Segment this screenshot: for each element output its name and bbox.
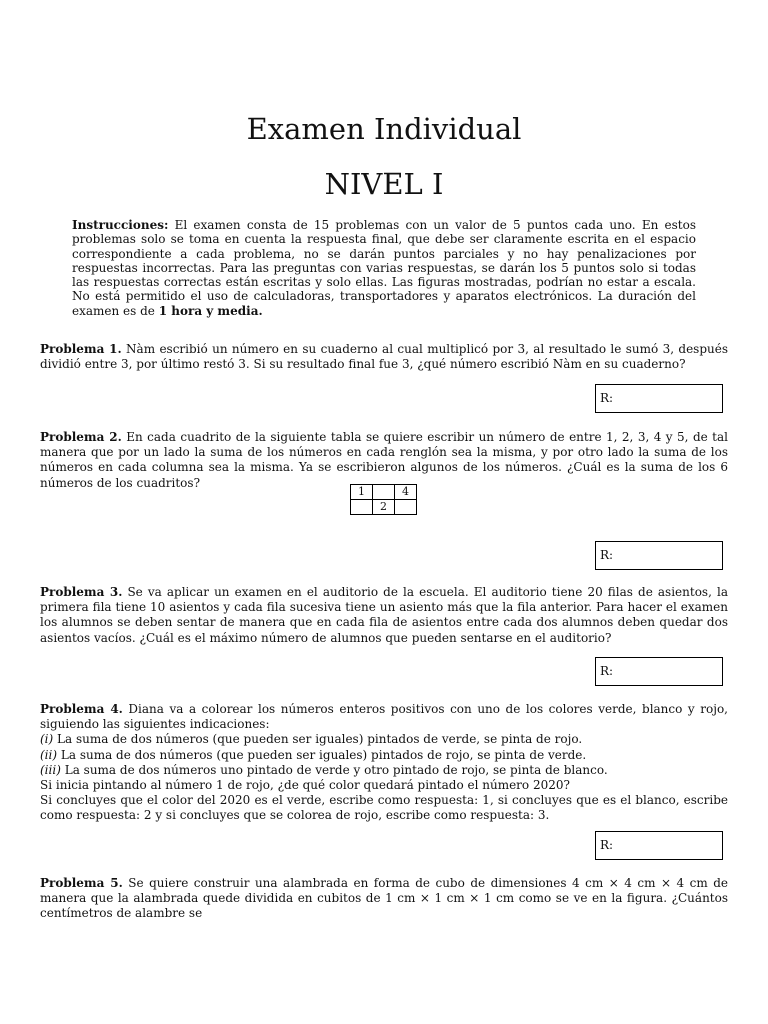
problem-text: Se quiere construir una alambrada en forma de cubo de dimensiones 4 cm × 4 cm × 4 cm de manera que la alambrada quede dividida en cubitos de 1 cm × 1 cm × 1 cm como se ve en la figura. ¿Cuántos centímetros de alambre se [40,876,728,921]
problem-text: Se va aplicar un examen en el auditorio de la escuela. El auditorio tiene 20 filas de asientos, la primera fila tiene 10 asientos y cada fila sucesiva tiene un asiento más que la fila anterior. Para hacer el examen los alumnos se deben sentar de manera que en cada fila de asientos entre cada dos alumnos deben quedar dos asientos vacíos. ¿Cuál es el máximo número de alumnos que pueden sentarse en el auditorio? [40,585,728,645]
grid-row [351,500,417,515]
problem-label: Problema 4. [40,702,123,716]
problem-label: Problema 2. [40,430,122,444]
grid-cell [351,500,373,515]
answer-label: R: [600,548,614,562]
answer-box-4[interactable] [595,831,723,860]
answer-label: R: [600,838,614,852]
rule-item: (i) La suma de dos números (que pueden ser iguales) pintados de verde, se pinta de rojo. [40,732,583,747]
problem-label: Problema 3. [40,585,123,599]
answer-label: R: [600,664,614,678]
grid-cell: 4 [395,485,417,500]
answer-box-2[interactable] [595,541,723,570]
rule-item: (iii) La suma de dos números uno pintado de verde y otro pintado de rojo, se pinta de blanco. [40,762,608,777]
answer-box-1[interactable] [595,384,723,413]
problem-label: Problema 5. [40,876,123,890]
problem-text: En cada cuadrito de la siguiente tabla se quiere escribir un número de entre 1, 2, 3, 4 y 5, de tal manera que por un lado la suma de los números en cada renglón sea la misma, y por otro lado la suma de los números en cada columna sea la misma. Ya se escribieron algunos de los números. ¿Cuál es la suma de los 6 números de los cuadritos? [40,430,729,490]
problem-1 [40,342,728,372]
instructions-label: Instrucciones: [72,218,169,232]
instructions-duration: 1 hora y media. [158,303,263,318]
rule-item: (ii) La suma de dos números (que pueden ser iguales) pintados de rojo, se pinta de verde. [40,747,587,762]
problem-question: Si inicia pintando al número 1 de rojo, ¿de qué color quedará pintado el número 2020? [40,778,570,793]
instructions-block [72,218,696,318]
grid-cell [395,500,417,515]
problem-4 [40,702,728,824]
problem-5 [40,876,728,922]
exam-level: NIVEL I [324,167,444,201]
grid-cell [373,485,395,500]
number-grid-table [350,484,417,515]
answer-label: R: [600,391,614,405]
problem-intro: Diana va a colorear los números enteros positivos con uno de los colores verde, blanco y rojo, siguiendo las siguientes indicaciones: [40,702,728,732]
grid-cell: 2 [373,500,395,515]
problem-text: Nàm escribió un número en su cuaderno al cual multiplicó por 3, al resultado le sumó 3, después dividió entre 3, por último restó 3. Si su resultado final fue 3, ¿qué número escribió Nàm en su cuaderno? [40,342,729,372]
grid-row [351,485,417,500]
exam-title: Examen Individual [246,112,522,146]
grid-cell: 1 [351,485,373,500]
problem-label: Problema 1. [40,342,122,356]
problem-closing: Si concluyes que el color del 2020 es el verde, escribe como respuesta: 1, si concluyes que es el blanco, escribe como respuesta: 2 y si concluyes que se colorea de rojo, escribe como respuesta: 3. [40,793,728,823]
problem-2 [40,430,728,491]
answer-box-3[interactable] [595,657,723,686]
problem-3 [40,585,728,646]
instructions-text: El examen consta de 15 problemas con un valor de 5 puntos cada uno. En estos problemas solo se toma en cuenta la respuesta final, que debe ser claramente escrita en el espacio correspondiente a cada problema, no se darán puntos parciales y no hay penalizaciones por respuestas incorrectas. Para las preguntas con varias respuestas, se darán los 5 puntos solo si todas las respuestas correctas están escritas y solo ellas. Las figuras mostradas, podrían no estar a escala. No está permitido el uso de calculadoras, transportadores y aparatos electrónicos. La duración del examen es de [72,218,696,318]
